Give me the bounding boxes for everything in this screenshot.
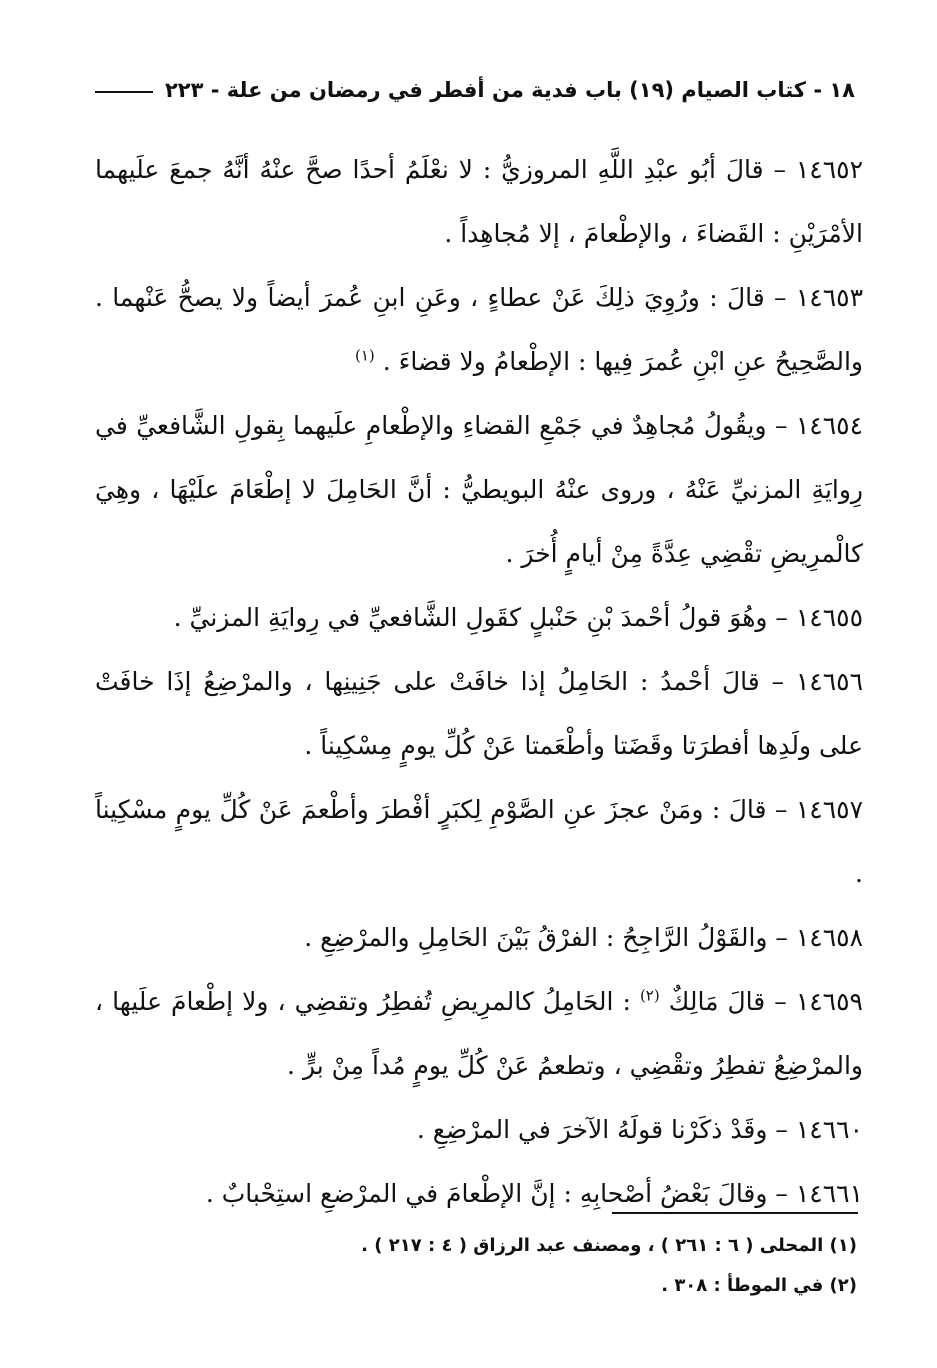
footnote-1: (١) المحلى ( ٦ : ٢٦١ ) ، ومصنف عبد الرزاق ( ٤ : ٢١٧ ) . [361, 1235, 857, 1256]
paragraph-14656 [95, 650, 863, 778]
footnotes [95, 1226, 857, 1306]
footnote-2: (٢) في الموطأ : ٣٠٨ . [661, 1275, 857, 1296]
paragraph-14653 [95, 266, 863, 394]
footnote-ref-2[interactable]: (٢) [639, 986, 660, 1005]
paragraph-14657 [95, 778, 863, 906]
paragraph-text: ١٤٦٥٦ – قالَ أحْمدُ : الحَامِلُ إذا خافَتْ على جَنِينِها ، والمرْضِعُ إذَا خافَتْ على ولَدِها أفطرَتا وقَضَتا وأطْعَمتا عَنْ كُلِّ يومٍ مِسْكِيناً . [95, 667, 863, 760]
footnote-divider [612, 1212, 858, 1214]
paragraph-text: ١٤٦٥٨ – والقَوْلُ الرَّاجِحُ : الفرْقُ بَيْنَ الحَامِلِ والمرْضِعِ . [304, 923, 863, 952]
paragraph-text: ١٤٦٥٤ – ويقُولُ مُجاهِدٌ في جَمْعِ القضاءِ والإطْعامِ علَيهما بِقولِ الشَّافعيِّ في رِوايَةِ المزنيِّ عَنْهُ ، وروى عنْهُ البويطيُّ : أنَّ الحَامِلَ لا إطْعَامَ علَيْهَا ، وهِيَ كالْمرِيضِ تقْضِي عِدَّةً مِنْ أيامٍ أُخرَ . [95, 411, 863, 568]
paragraph-text-tail: : الحَامِلُ كالمرِيضِ تُفطِرُ وتقضِي ، ولا إطْعامَ علَيها ، والمرْضِعُ تفطِرُ وتقْضِي ، وتطعمُ عَنْ كُلِّ يومٍ مُداً مِنْ برٍّ . [95, 987, 863, 1080]
header-title: ١٨ - كتاب الصيام (١٩) باب فدية من أفطر في رمضان من علة - ٢٢٣ [164, 78, 855, 102]
running-header [95, 70, 855, 110]
header-rule [95, 91, 153, 93]
paragraph-14654 [95, 394, 863, 586]
paragraph-14659 [95, 970, 863, 1098]
footnote-ref-1[interactable]: (١) [354, 346, 375, 365]
paragraph-text: ١٤٦٦٠ – وقَدْ ذكَرْنا قولَهُ الآخرَ في المرْضِعِ . [416, 1115, 863, 1144]
paragraph-14661 [95, 1162, 863, 1226]
paragraph-14652 [95, 138, 863, 266]
paragraph-text: ١٤٦٥٣ – قالَ : ورُوِيَ ذلِكَ عَنْ عطاءٍ ، وعَنِ ابنِ عُمرَ أيضاً ولا يصحُّ عَنْهما . والصَّحِيحُ عنِ ابْنِ عُمرَ فِيها : الإطْعامُ ولا قضاءَ . [95, 283, 863, 376]
paragraph-text: ١٤٦٦١ – وقالَ بَعْضُ أصْحابِهِ : إنَّ الإطْعامَ في المرْضعِ استِحْبابٌ . [205, 1179, 863, 1208]
paragraph-text: ١٤٦٥٢ – قالَ أبُو عبْدِ اللَّهِ المروزيُّ : لا نعْلَمُ أحدًا صحَّ عنْهُ أنَّهُ جمعَ علَيهما الأمْرَيْنِ : القَضاءَ ، والإطْعامَ ، إلا مُجاهِداً . [95, 155, 863, 248]
paragraph-14660 [95, 1098, 863, 1162]
paragraph-text: ١٤٦٥٥ – وهُوَ قولُ أحْمدَ بْنِ حَنْبلٍ كقَولِ الشَّافعيِّ في رِوايَةِ المزنيِّ . [173, 603, 863, 632]
paragraph-14655 [95, 586, 863, 650]
paragraph-text: ١٤٦٥٧ – قالَ : ومَنْ عجزَ عنِ الصَّوْمِ لِكبَرٍ أفْطرَ وأطْعمَ عَنْ كُلِّ يومٍ مسْكِيناً . [95, 795, 863, 888]
main-text [95, 138, 863, 1226]
paragraph-text: ١٤٦٥٩ – قالَ مَالِكٌ [668, 987, 863, 1016]
paragraph-14658 [95, 906, 863, 970]
